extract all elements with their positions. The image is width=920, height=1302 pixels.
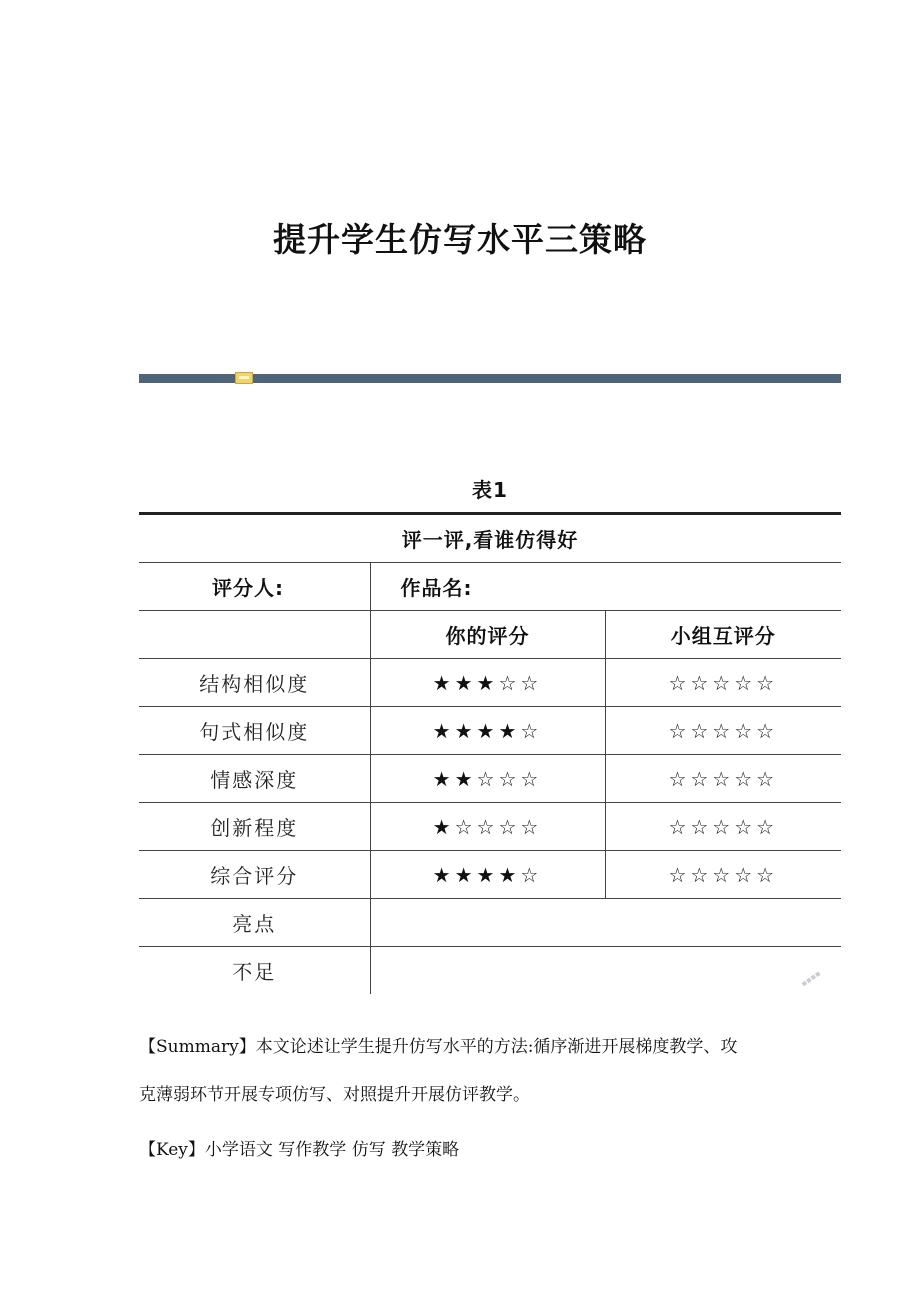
group-rating-stars: ☆☆☆☆☆	[605, 755, 841, 803]
highlight-cell	[370, 899, 841, 947]
evaluation-table	[139, 512, 841, 994]
shortfall-cell	[370, 947, 841, 995]
col-header-you: 你的评分	[370, 611, 605, 659]
table-row	[139, 707, 841, 755]
scorer-label: 评分人:	[139, 563, 370, 611]
scorer-row	[139, 563, 841, 611]
highlight-label: 亮点	[139, 899, 370, 947]
divider-badge-icon	[235, 372, 253, 384]
table-caption: 表1	[472, 478, 508, 502]
your-rating-stars: ★★★★☆	[370, 851, 605, 899]
group-rating-stars: ☆☆☆☆☆	[605, 659, 841, 707]
summary-line-1: 【Summary】本文论述让学生提升仿写水平的方法:循序渐进开展梯度教学、攻	[139, 1037, 738, 1057]
col-header-group: 小组互评分	[605, 611, 841, 659]
table-heading-row	[139, 514, 841, 563]
summary-line-2: 克薄弱环节开展专项仿写、对照提升开展仿评教学。	[139, 1085, 530, 1105]
criterion-label: 情感深度	[139, 755, 370, 803]
column-header-row	[139, 611, 841, 659]
criterion-label: 结构相似度	[139, 659, 370, 707]
group-rating-stars: ☆☆☆☆☆	[605, 707, 841, 755]
shortfall-row	[139, 947, 841, 995]
work-name-label: 作品名:	[370, 563, 841, 611]
your-rating-stars: ★★★☆☆	[370, 659, 605, 707]
empty-header-cell	[139, 611, 370, 659]
keywords-line: 【Key】小学语文 写作教学 仿写 教学策略	[139, 1140, 460, 1160]
table-row	[139, 803, 841, 851]
criterion-label: 句式相似度	[139, 707, 370, 755]
group-rating-stars: ☆☆☆☆☆	[605, 851, 841, 899]
criterion-label: 创新程度	[139, 803, 370, 851]
table-row	[139, 659, 841, 707]
your-rating-stars: ★★☆☆☆	[370, 755, 605, 803]
group-rating-stars: ☆☆☆☆☆	[605, 803, 841, 851]
your-rating-stars: ★★★★☆	[370, 707, 605, 755]
page-title: 提升学生仿写水平三策略	[273, 220, 647, 259]
highlight-row	[139, 899, 841, 947]
criterion-label: 综合评分	[139, 851, 370, 899]
watermark-icon: ▪▪▪▪	[799, 968, 823, 989]
table-row	[139, 755, 841, 803]
your-rating-stars: ★☆☆☆☆	[370, 803, 605, 851]
shortfall-label: 不足	[232, 960, 277, 984]
table-heading: 评一评,看谁仿得好	[139, 514, 841, 563]
table-row	[139, 851, 841, 899]
